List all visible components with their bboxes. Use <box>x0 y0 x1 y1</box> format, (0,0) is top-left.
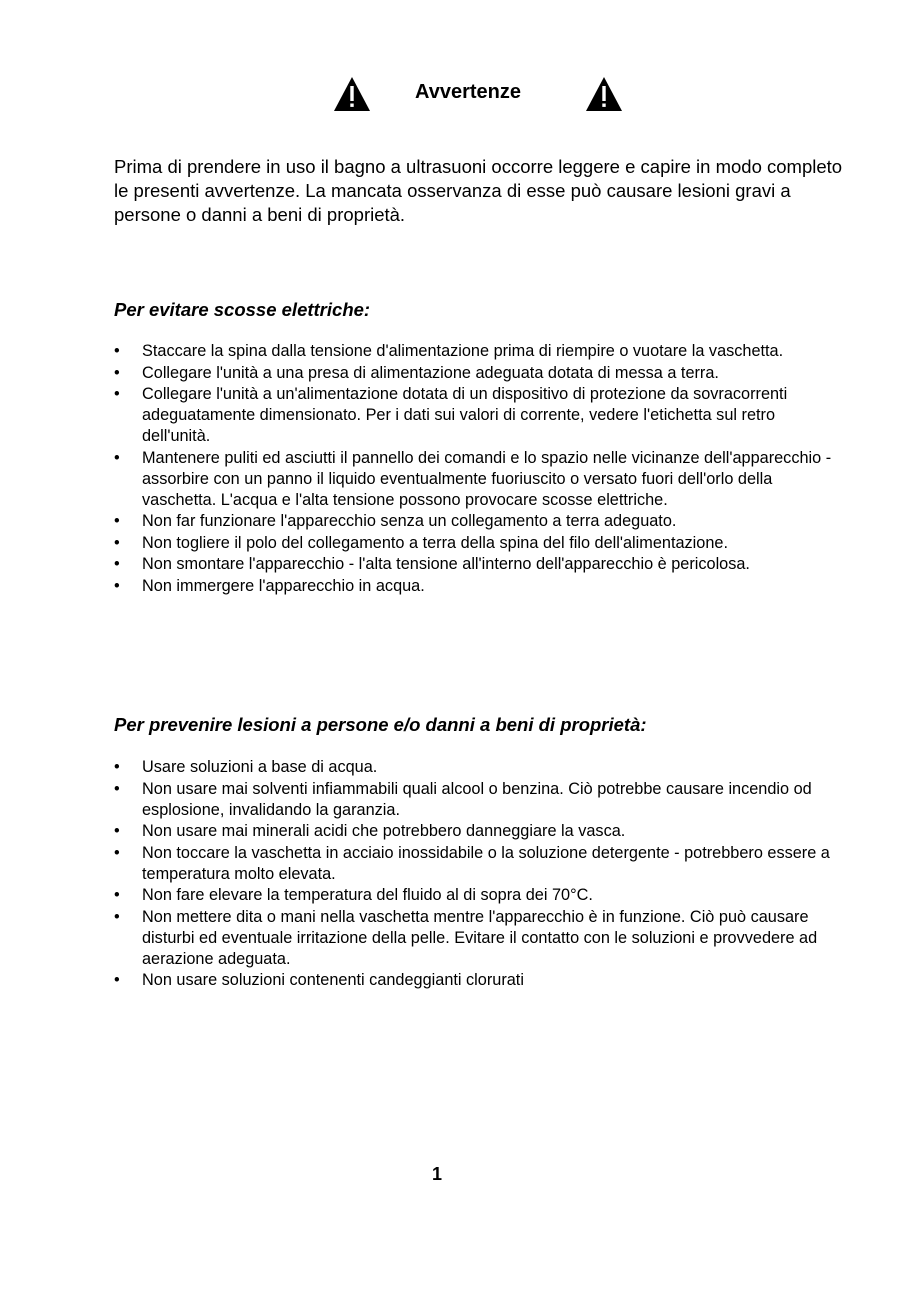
section-heading-injury-prevention: Per prevenire lesioni a persone e/o danni a beni di proprietà: <box>114 714 647 735</box>
electric-shock-list <box>114 341 844 597</box>
list-item-text: Non usare mai minerali acidi che potrebbero danneggiare la vasca. <box>142 822 626 840</box>
list-item <box>114 511 844 532</box>
bullet: • <box>114 512 120 530</box>
list-item-text: Collegare l'unità a un'alimentazione dotata di un dispositivo di protezione da sovracorrenti adeguatamente dimensionato. Per i dati sui valori di corrente, vedere l'etichetta sul retro dell'unità. <box>142 385 788 445</box>
section-heading-electric-shock: Per evitare scosse elettriche: <box>114 299 371 320</box>
list-item <box>114 533 844 554</box>
bullet: • <box>114 448 120 467</box>
warning-icon <box>585 76 623 112</box>
list-item-text: Non smontare l'apparecchio - l'alta tensione all'interno dell'apparecchio è pericolosa. <box>142 555 750 573</box>
list-item <box>114 907 844 970</box>
injury-prevention-list <box>114 757 844 992</box>
list-item-text: Non toccare la vaschetta in acciaio inossidabile o la soluzione detergente - potrebbero essere a temperatura molto elevata. <box>142 843 830 883</box>
bullet: • <box>114 843 120 862</box>
list-item <box>114 448 844 511</box>
list-item-text: Non usare mai solventi infiammabili quali alcool o benzina. Ciò potrebbe causare incendio od esplosione, invalidando la garanzia. <box>142 779 812 819</box>
bullet: • <box>114 907 120 926</box>
page-number: 1 <box>431 1164 442 1184</box>
list-item-text: Non mettere dita o mani nella vaschetta mentre l'apparecchio è in funzione. Ciò può causare disturbi ed eventuale irritazione della pelle. Evitare il contatto con le soluzioni e provvedere ad aerazione adeguata. <box>142 907 818 968</box>
bullet: • <box>114 576 120 595</box>
page-header <box>0 74 918 116</box>
list-item-text: Non usare soluzioni contenenti candeggianti clorurati <box>142 971 524 989</box>
list-item <box>114 821 844 842</box>
list-item <box>114 576 844 597</box>
list-item-text: Non fare elevare la temperatura del fluido al di sopra dei 70°C. <box>142 886 593 904</box>
intro-paragraph: Prima di prendere in uso il bagno a ultrasuoni occorre leggere e capire in modo completo le presenti avvertenze. La mancata osservanza di esse può causare lesioni gravi a persone o danni a beni di proprietà. <box>114 156 843 225</box>
list-item <box>114 384 844 447</box>
bullet: • <box>114 822 120 840</box>
list-item <box>114 779 844 821</box>
list-item-text: Non far funzionare l'apparecchio senza un collegamento a terra adeguato. <box>142 512 677 530</box>
page-title: Avvertenze <box>415 81 521 103</box>
bullet: • <box>114 886 120 904</box>
list-item-text: Non immergere l'apparecchio in acqua. <box>142 576 425 595</box>
list-item <box>114 554 844 575</box>
list-item-text: Non togliere il polo del collegamento a terra della spina del filo dell'alimentazione. <box>142 533 728 552</box>
warning-icon <box>333 76 371 112</box>
bullet: • <box>114 555 120 573</box>
list-item <box>114 757 844 778</box>
bullet: • <box>114 533 120 552</box>
list-item-text: Staccare la spina dalla tensione d'alimentazione prima di riempire o vuotare la vaschetta. <box>142 342 784 360</box>
list-item-text: Usare soluzioni a base di acqua. <box>142 758 378 776</box>
list-item-text: Collegare l'unità a una presa di alimentazione adeguata dotata di messa a terra. <box>142 363 719 382</box>
list-item <box>114 885 844 906</box>
list-item <box>114 970 844 991</box>
bullet: • <box>114 385 120 403</box>
bullet: • <box>114 342 120 360</box>
bullet: • <box>114 363 120 382</box>
list-item <box>114 341 844 362</box>
list-item <box>114 363 844 384</box>
bullet: • <box>114 758 120 776</box>
list-item <box>114 843 844 885</box>
bullet: • <box>114 779 120 798</box>
bullet: • <box>114 971 120 989</box>
list-item-text: Mantenere puliti ed asciutti il pannello dei comandi e lo spazio nelle vicinanze dell'apparecchio - assorbire con un panno il liquido eventualmente fuoriuscito o versato fuori dell'orlo della vaschetta. L'acqua e l'alta tensione possono provocare scosse elettriche. <box>142 448 832 509</box>
